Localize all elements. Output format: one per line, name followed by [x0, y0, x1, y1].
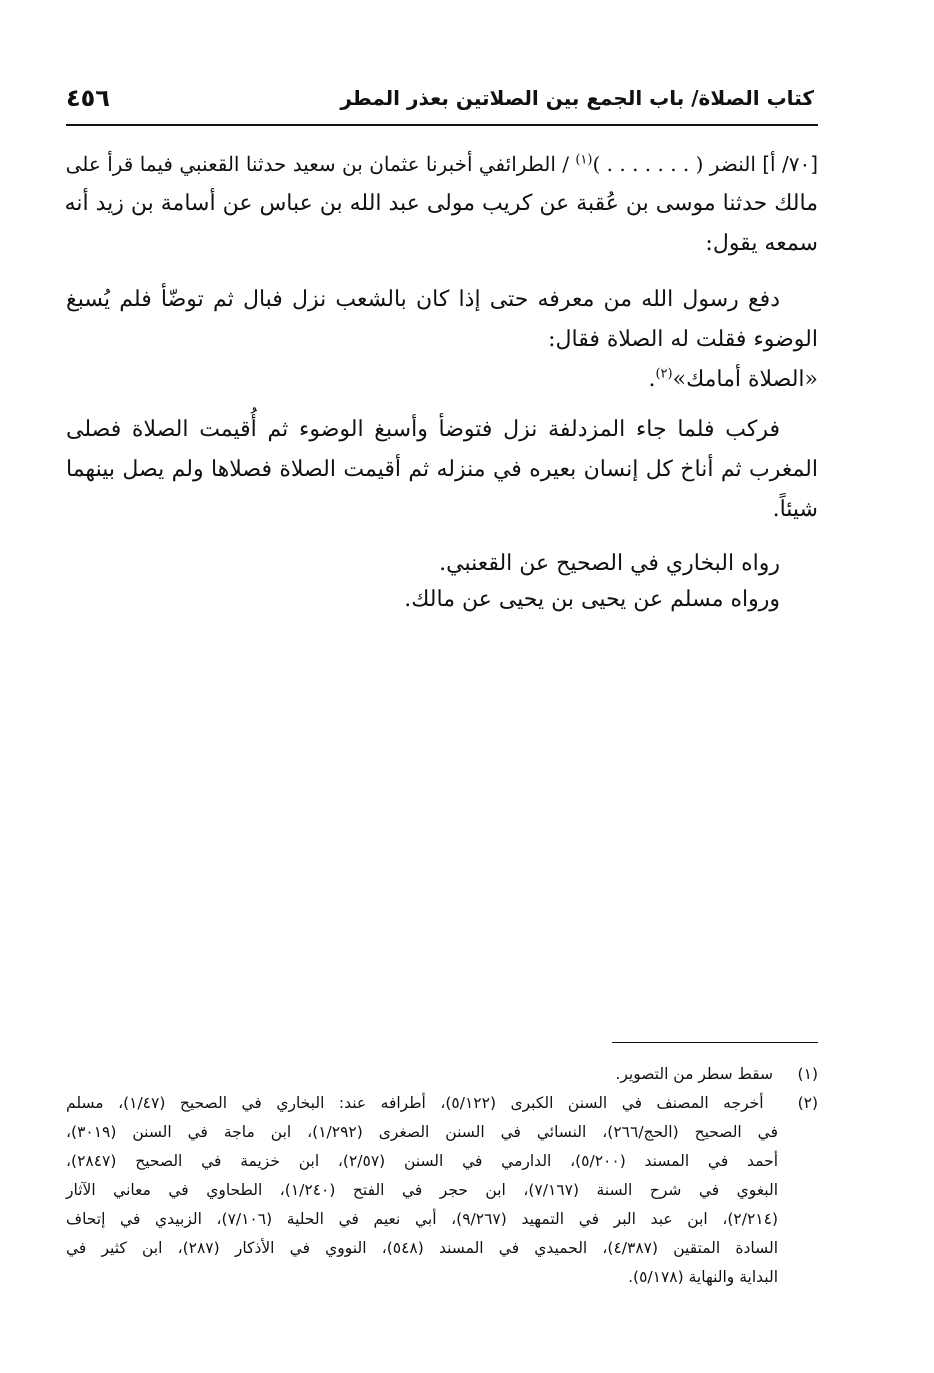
text-line: رواه البخاري في الصحيح عن القعنبي.	[439, 551, 780, 576]
footnote-line: أحمد في المسند (٥/٢٠٠)، الدارمي في السنن (٢/٥٧)، ابن خزيمة في الصحيح (٢٨٤٧)،	[66, 1152, 778, 1170]
footnote-ref-1: (١)	[575, 152, 593, 168]
footnote-line: في الصحيح (الحج/٢٦٦)، النسائي في السنن الصغرى (١/٢٩٢)، ابن ماجة في السنن (٣٠١٩)،	[66, 1123, 779, 1141]
footnote-line: السادة المتقين (٤/٣٨٧)، الحميدي في المسند (٥٤٨)، النووي في الأذكار (٢٨٧)، ابن كثير في	[66, 1239, 778, 1257]
footnote-text: أخرجه المصنف في السنن الكبرى (٥/١٢٢)، أطرافه عند: البخاري في الصحيح (١/٤٧)، مسلم	[66, 1094, 764, 1112]
footnote-text: سقط سطر من التصوير.	[615, 1065, 774, 1083]
quoted-saying: «الصلاة أمامك»	[672, 367, 818, 392]
text-line: شيئاً.	[772, 497, 818, 522]
footnote-number: (١)	[797, 1065, 818, 1083]
header-rule	[66, 124, 818, 126]
takhrij	[66, 546, 818, 618]
text-line: «الصلاة أمامك»$^{(٢)}$.	[648, 366, 818, 392]
text-line: مالك حدثنا موسى بن عُقبة عن كريب مولى عبد الله بن عباس عن أسامة بن زيد أنه	[64, 191, 818, 216]
footnote-line: البداية والنهاية (٥/١٧٨).	[628, 1268, 778, 1286]
hadith-continuation	[66, 410, 818, 530]
footnote-line: (٢/٢١٤)، ابن عبد البر في التمهيد (٩/٢٦٧)، أبي نعيم في الحلية (٧/١٠٦)، الزبيدي في إتحاف	[66, 1210, 778, 1228]
footnote-ref-2: (٢)	[655, 366, 673, 382]
footnote-2	[66, 1089, 818, 1118]
text-line	[66, 144, 818, 184]
footnote-number: (٢)	[797, 1094, 819, 1112]
page-number: ٤٥٦	[66, 84, 110, 112]
hadith-matn	[66, 280, 818, 400]
running-head	[66, 84, 814, 120]
footnote-line: البغوي في شرح السنة (٧/١٦٧)، ابن حجر في الفتح (١/٢٤٠)، الطحاوي في معاني الآثار	[66, 1181, 779, 1199]
text-line: الوضوء فقلت له الصلاة فقال:	[548, 327, 818, 352]
text-line: ورواه مسلم عن يحيى بن يحيى عن مالك.	[404, 587, 780, 612]
text-fragment: / الطرائفي أخبرنا عثمان بن سعيد حدثنا القعنبي فيما قرأ على	[65, 152, 569, 176]
running-title: كتاب الصلاة/ باب الجمع بين الصلاتين بعذر المطر	[340, 86, 814, 110]
text-line: فركب فلما جاء المزدلفة نزل فتوضأ وأسبغ الوضوء ثم أُقيمت الصلاة فصلى	[66, 417, 780, 442]
text-line: المغرب ثم أناخ كل إنسان بعيره في منزله ثم أقيمت الصلاة فصلاها ولم يصل بينهما	[66, 457, 818, 482]
footnote-1	[66, 1060, 818, 1089]
hadith-isnad	[66, 144, 818, 264]
text-fragment: النضر ( . . . . . . . )	[592, 152, 756, 176]
footnote-separator	[612, 1042, 818, 1043]
footnotes	[66, 1060, 818, 1292]
hadith-number: [٧٠/ أ]	[762, 152, 818, 176]
text-line: سمعه يقول:	[705, 231, 818, 256]
text-line: دفع رسول الله من معرفه حتى إذا كان بالشعب نزل فبال ثم توضّأ فلم يُسبغ	[66, 287, 780, 312]
